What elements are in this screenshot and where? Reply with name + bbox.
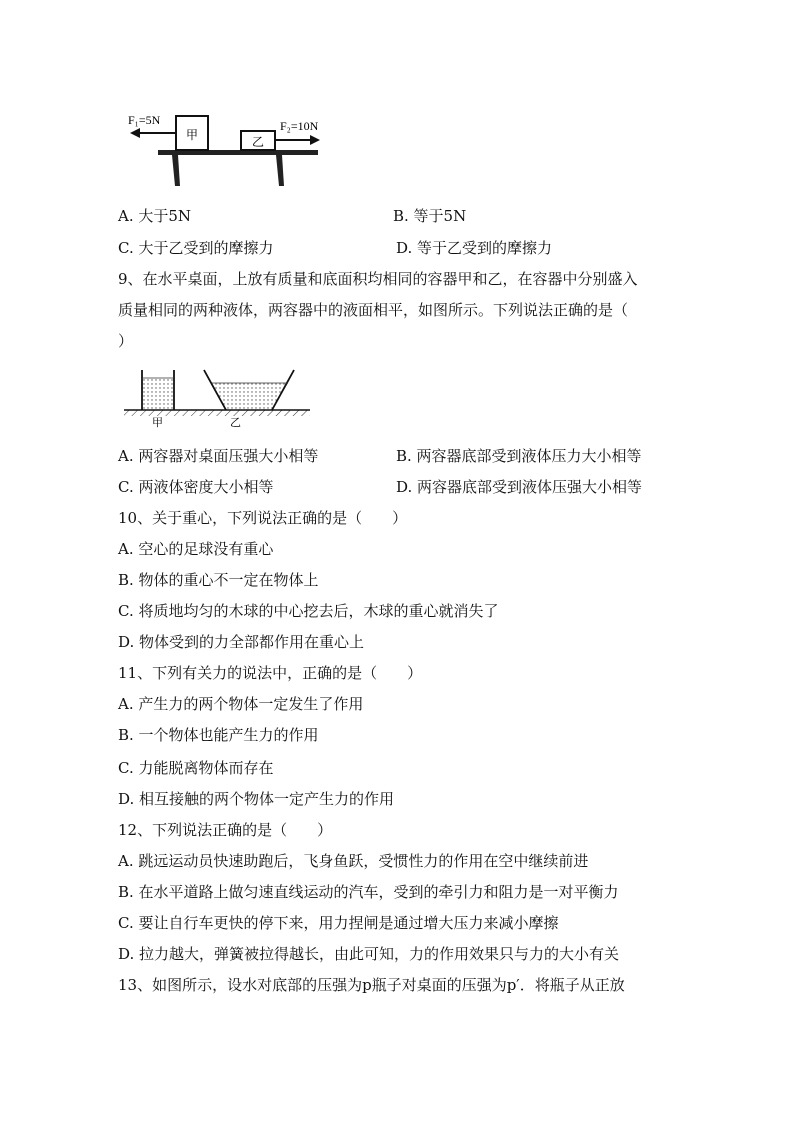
q11-option-a: A. 产生力的两个物体一定发生了作用 [118, 695, 364, 713]
q9-stem-line2: 质量相同的两种液体，两容器中的液面相平，如图所示。下列说法正确的是（ [118, 301, 629, 319]
force-f1-label: F₁=5N [128, 113, 161, 127]
q9-option-c: C. 两液体密度大小相等 [118, 478, 274, 496]
q8-option-d: D. 等于乙受到的摩擦力 [396, 239, 553, 257]
q10-stem: 10、关于重心，下列说法正确的是（ ） [118, 509, 408, 527]
q9-stem-line1: 9、在水平桌面，上放有质量和底面积均相同的容器甲和乙，在容器中分别盛入 [118, 270, 638, 288]
q12-option-d: D. 拉力越大，弹簧被拉得越长，由此可知，力的作用效果只与力的大小有关 [118, 945, 620, 963]
container-yi-label: 乙 [230, 417, 241, 429]
q10-option-a: A. 空心的足球没有重心 [118, 540, 274, 558]
q11-option-b: B. 一个物体也能产生力的作用 [118, 726, 319, 744]
q11-stem: 11、下列有关力的说法中，正确的是（ ） [118, 664, 423, 682]
q11-option-d: D. 相互接触的两个物体一定产生力的作用 [118, 790, 395, 808]
q8-option-a: A. 大于5N [118, 207, 192, 225]
q12-stem: 12、下列说法正确的是（ ） [118, 821, 333, 839]
block-yi-label: 乙 [251, 135, 265, 149]
container-jia-label: 甲 [152, 417, 163, 429]
q12-option-a: A. 跳远运动员快速助跑后，飞身鱼跃，受惯性力的作用在空中继续前进 [118, 852, 589, 870]
q12-option-c: C. 要让自行车更快的停下来，用力捏闸是通过增大压力来减小摩擦 [118, 914, 559, 932]
figure-containers [122, 366, 312, 430]
q8-option-c: C. 大于乙受到的摩擦力 [118, 239, 274, 257]
block-jia-label: 甲 [185, 128, 199, 142]
q9-option-a: A. 两容器对桌面压强大小相等 [118, 447, 319, 465]
q12-option-b: B. 在水平道路上做匀速直线运动的汽车，受到的牵引力和阻力是一对平衡力 [118, 883, 619, 901]
figure-table-blocks [126, 108, 336, 192]
q9-option-d: D. 两容器底部受到液体压强大小相等 [396, 478, 643, 496]
q13-stem: 13、如图所示，设水对底部的压强为p瓶子对桌面的压强为p′．将瓶子从正放 [118, 976, 625, 994]
q10-option-c: C. 将质地均匀的木球的中心挖去后，木球的重心就消失了 [118, 602, 499, 620]
q10-option-b: B. 物体的重心不一定在物体上 [118, 571, 319, 589]
q8-option-b: B. 等于5N [393, 207, 467, 225]
q11-option-c: C. 力能脱离物体而存在 [118, 759, 274, 777]
q9-stem-line3: ） [118, 332, 134, 350]
q10-option-d: D. 物体受到的力全部都作用在重心上 [118, 633, 365, 651]
q9-option-b: B. 两容器底部受到液体压力大小相等 [396, 447, 642, 465]
force-f2-label: F₂=10N [280, 119, 319, 133]
